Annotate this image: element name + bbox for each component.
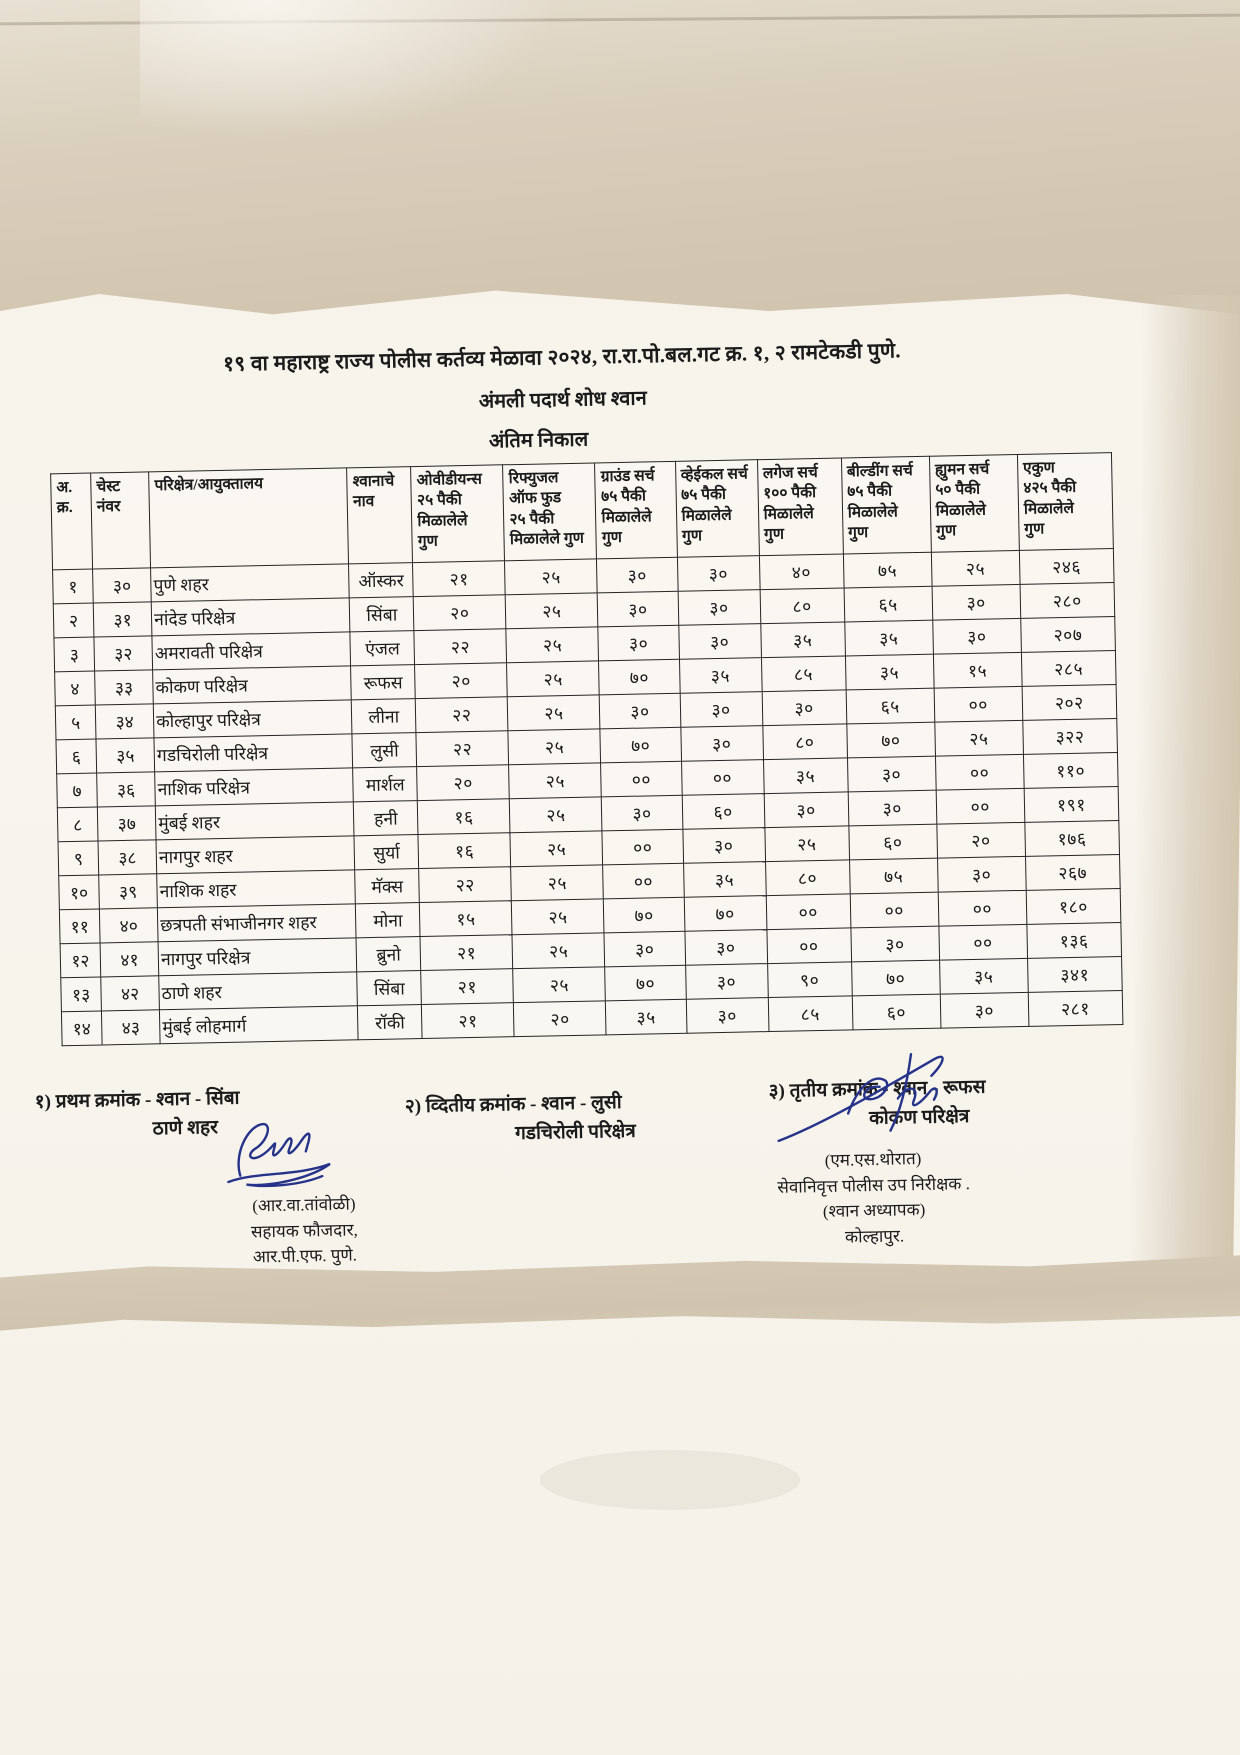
cell-chest-number: ४१ xyxy=(100,942,159,977)
cell-obedience-marks: २१ xyxy=(422,1003,515,1039)
cell-human-search-marks: ०० xyxy=(939,924,1028,960)
cell-building-search-marks: ६५ xyxy=(846,688,935,724)
cell-human-search-marks: ३० xyxy=(937,856,1026,892)
cell-food-refusal-marks: २५ xyxy=(506,627,599,663)
cell-ground-search-marks: ७० xyxy=(600,727,681,763)
cell-dog-name: ऑस्कर xyxy=(349,563,414,598)
cell-food-refusal-marks: २५ xyxy=(512,899,605,935)
cell-total-marks: २८० xyxy=(1020,583,1115,619)
column-header: बील्डींग सर्च ७५ पैकी मिळालेले गुण xyxy=(841,456,931,554)
third-place-unit: कोकण परिक्षेत्र xyxy=(868,1106,970,1130)
cell-sr-no: ३ xyxy=(54,637,95,672)
cell-building-search-marks: ६० xyxy=(852,994,941,1030)
cell-food-refusal-marks: २५ xyxy=(512,933,605,969)
cell-building-search-marks: ७५ xyxy=(843,552,932,588)
cell-range: नागपुर परिक्षेत्र xyxy=(158,938,357,976)
cell-vehicle-search-marks: ३० xyxy=(685,964,768,1000)
cell-ground-search-marks: ३५ xyxy=(606,999,687,1035)
cell-total-marks: ३२२ xyxy=(1023,719,1118,755)
column-header: लगेज सर्च १०० पैकी मिळालेले गुण xyxy=(757,458,843,556)
cell-human-search-marks: २० xyxy=(937,822,1026,858)
cell-obedience-marks: २० xyxy=(413,595,506,631)
cell-luggage-search-marks: ९० xyxy=(767,962,852,998)
column-header: एकुण ४२५ पैकी मिळालेले गुण xyxy=(1017,453,1113,551)
second-place-note xyxy=(405,1086,746,1152)
signatory-role: (श्वान अध्यापक) xyxy=(822,1199,926,1222)
column-header: ग्राउंड सर्च ७५ पैकी मिळालेले गुण xyxy=(595,461,677,559)
first-place-label: १) प्रथम क्रमांक - श्वान - सिंबा xyxy=(34,1087,240,1113)
column-header: रिफ्युजल ऑफ फुड २५ पैकी मिळालेले गुण xyxy=(503,463,597,561)
cell-human-search-marks: २५ xyxy=(931,550,1020,586)
section-title: अंतिम निकाल xyxy=(488,428,589,453)
cell-luggage-search-marks: ८० xyxy=(762,724,847,760)
cell-total-marks: २६७ xyxy=(1025,854,1120,890)
cell-human-search-marks: २५ xyxy=(935,720,1024,756)
handwritten-signature-icon xyxy=(761,1045,986,1149)
cell-luggage-search-marks: ८५ xyxy=(761,656,846,692)
cell-ground-search-marks: ३० xyxy=(600,693,681,729)
cell-total-marks: २०२ xyxy=(1022,685,1117,721)
cell-range: अमरावती परिक्षेत्र xyxy=(152,632,351,670)
cell-total-marks: २८५ xyxy=(1021,651,1116,687)
cell-chest-number: ४३ xyxy=(101,1010,160,1045)
cell-building-search-marks: ६० xyxy=(849,824,938,860)
cell-obedience-marks: १५ xyxy=(420,901,513,937)
column-header: व्हेईकल सर्च ७५ पैकी मिळालेले गुण xyxy=(675,460,759,558)
cell-dog-name: ब्रुनो xyxy=(356,937,421,972)
cell-obedience-marks: २० xyxy=(417,765,510,801)
column-header: अ. क्र. xyxy=(51,473,93,570)
cell-building-search-marks: ७० xyxy=(846,722,935,758)
cell-ground-search-marks: ०० xyxy=(603,863,684,899)
cell-chest-number: ३५ xyxy=(96,738,155,773)
cell-food-refusal-marks: २५ xyxy=(508,695,601,731)
cell-obedience-marks: २० xyxy=(415,663,508,699)
cell-obedience-marks: १६ xyxy=(418,833,511,869)
cell-luggage-search-marks: ३५ xyxy=(760,622,845,658)
cell-range: मुंबई शहर xyxy=(155,802,354,840)
cell-food-refusal-marks: २५ xyxy=(510,831,603,867)
cell-vehicle-search-marks: ६० xyxy=(682,794,765,830)
cell-sr-no: ६ xyxy=(56,739,97,774)
cell-range: नाशिक शहर xyxy=(157,870,356,908)
cell-human-search-marks: ३० xyxy=(932,618,1021,654)
cell-ground-search-marks: ७० xyxy=(605,965,686,1001)
page-subtitle: अंमली पदार्थ शोध श्वान xyxy=(478,387,647,413)
cell-obedience-marks: २२ xyxy=(416,731,509,767)
cell-chest-number: ३३ xyxy=(95,670,154,705)
cell-vehicle-search-marks: ३० xyxy=(678,624,761,660)
cell-vehicle-search-marks: ३० xyxy=(680,726,763,762)
cell-sr-no: ५ xyxy=(55,705,96,740)
cell-food-refusal-marks: २५ xyxy=(507,661,600,697)
cell-sr-no: १ xyxy=(53,569,94,604)
cell-human-search-marks: ३० xyxy=(940,992,1029,1028)
cell-dog-name: हनी xyxy=(354,801,419,836)
cell-human-search-marks: ०० xyxy=(935,754,1024,790)
cell-luggage-search-marks: २५ xyxy=(764,826,849,862)
cell-ground-search-marks: ०० xyxy=(602,829,683,865)
results-table xyxy=(50,452,1123,1046)
cell-dog-name: मॅक्स xyxy=(355,869,420,904)
cell-food-refusal-marks: २५ xyxy=(509,763,602,799)
cell-building-search-marks: ७० xyxy=(851,960,940,996)
cell-luggage-search-marks: ४० xyxy=(759,554,844,590)
signatory-designation: सहायक फौजदार, xyxy=(250,1219,358,1241)
signatory-place: कोल्हापुर. xyxy=(844,1225,905,1247)
cell-obedience-marks: २१ xyxy=(413,561,506,597)
cell-vehicle-search-marks: ३० xyxy=(677,556,760,592)
cell-dog-name: रूफस xyxy=(351,665,416,700)
cell-building-search-marks: ३५ xyxy=(844,620,933,656)
cell-range: कोल्हापुर परिक्षेत्र xyxy=(153,700,352,738)
cell-food-refusal-marks: २० xyxy=(514,1001,607,1037)
cell-vehicle-search-marks: ३५ xyxy=(679,658,762,694)
cell-sr-no: ८ xyxy=(57,807,98,842)
cell-building-search-marks: ३५ xyxy=(845,654,934,690)
cell-ground-search-marks: ३० xyxy=(602,795,683,831)
cell-building-search-marks: ३० xyxy=(851,926,940,962)
cell-sr-no: १३ xyxy=(61,977,102,1012)
cell-sr-no: १४ xyxy=(61,1011,102,1046)
cell-food-refusal-marks: २५ xyxy=(510,797,603,833)
cell-building-search-marks: ७५ xyxy=(849,858,938,894)
cell-vehicle-search-marks: ३० xyxy=(686,998,769,1034)
cell-vehicle-search-marks: ३० xyxy=(678,590,761,626)
signature-block-left xyxy=(187,1112,420,1271)
cell-obedience-marks: २१ xyxy=(420,935,513,971)
first-place-unit: ठाणे शहर xyxy=(152,1117,219,1140)
cell-sr-no: १० xyxy=(59,875,100,910)
cell-range: कोकण परिक्षेत्र xyxy=(153,666,352,704)
cell-ground-search-marks: ७० xyxy=(604,897,685,933)
cell-vehicle-search-marks: ३० xyxy=(680,692,763,728)
cell-obedience-marks: २२ xyxy=(419,867,512,903)
cell-range: नांदेड परिक्षेत्र xyxy=(151,598,350,636)
cell-total-marks: १७६ xyxy=(1025,821,1120,857)
cell-luggage-search-marks: ०० xyxy=(767,928,852,964)
cell-chest-number: ३२ xyxy=(94,636,153,671)
column-header: चेस्ट नंवर xyxy=(91,472,151,569)
cell-food-refusal-marks: २५ xyxy=(506,593,599,629)
cell-ground-search-marks: ३० xyxy=(598,591,679,627)
cell-dog-name: लीना xyxy=(351,699,416,734)
cell-food-refusal-marks: २५ xyxy=(508,729,601,765)
cell-luggage-search-marks: ८० xyxy=(760,588,845,624)
cell-luggage-search-marks: ८० xyxy=(765,860,850,896)
cell-sr-no: ४ xyxy=(55,671,96,706)
cell-total-marks: ११० xyxy=(1023,753,1118,789)
cell-dog-name: मोना xyxy=(356,903,421,938)
cell-range: नागपुर शहर xyxy=(156,836,355,874)
second-place-unit: गडचिरोली परिक्षेत्र xyxy=(514,1121,637,1145)
cell-sr-no: १२ xyxy=(60,943,101,978)
cell-sr-no: २ xyxy=(53,603,94,638)
cell-chest-number: ४० xyxy=(99,908,158,943)
cell-range: पुणे शहर xyxy=(151,564,350,602)
cell-vehicle-search-marks: ३० xyxy=(682,828,765,864)
cell-ground-search-marks: ०० xyxy=(601,761,682,797)
cell-building-search-marks: ०० xyxy=(850,892,939,928)
cell-food-refusal-marks: २५ xyxy=(511,865,604,901)
cell-chest-number: ३८ xyxy=(98,840,157,875)
cell-ground-search-marks: ३० xyxy=(604,931,685,967)
cell-total-marks: १९१ xyxy=(1024,787,1119,823)
cell-vehicle-search-marks: ३५ xyxy=(683,862,766,898)
cell-human-search-marks: ०० xyxy=(938,890,1027,926)
cell-luggage-search-marks: ३० xyxy=(764,792,849,828)
signature-block-right xyxy=(706,1044,1040,1253)
page-title: १९ वा महाराष्ट्र राज्य पोलीस कर्तव्य मेळावा २०२४, रा.रा.पो.बल.गट क्र. १, २ रामटेकडी पुणे. xyxy=(222,338,901,376)
cell-food-refusal-marks: २५ xyxy=(505,559,598,595)
cell-chest-number: ४२ xyxy=(101,976,160,1011)
cell-human-search-marks: ३० xyxy=(932,584,1021,620)
cell-dog-name: सिंबा xyxy=(357,971,422,1006)
cell-obedience-marks: २१ xyxy=(421,969,514,1005)
cell-food-refusal-marks: २५ xyxy=(513,967,606,1003)
cell-ground-search-marks: ७० xyxy=(599,659,680,695)
cell-dog-name: लुसी xyxy=(352,733,417,768)
cell-chest-number: ३९ xyxy=(99,874,158,909)
cell-luggage-search-marks: ३५ xyxy=(763,758,848,794)
cell-range: छत्रपती संभाजीनगर शहर xyxy=(157,904,356,942)
signatory-name: (एम.एस.थोरात) xyxy=(824,1149,922,1170)
cell-chest-number: ३७ xyxy=(97,806,156,841)
signatory-name: (आर.वा.तांवोळी) xyxy=(252,1194,356,1216)
cell-human-search-marks: १५ xyxy=(933,652,1022,688)
column-header: ओवीडीयन्स २५ पैकी मिळालेले गुण xyxy=(411,465,505,563)
cell-total-marks: १८० xyxy=(1026,888,1121,924)
cell-building-search-marks: ६५ xyxy=(844,586,933,622)
cell-total-marks: २०७ xyxy=(1021,617,1116,653)
cell-obedience-marks: २२ xyxy=(416,697,509,733)
cell-range: गडचिरोली परिक्षेत्र xyxy=(154,734,353,772)
signatory-unit: आर.पी.एफ. पुणे. xyxy=(252,1245,358,1267)
cell-dog-name: मार्शल xyxy=(353,767,418,802)
column-header: ह्युमन सर्च ५० पैकी मिळालेले गुण xyxy=(929,454,1019,552)
cell-dog-name: एंजल xyxy=(350,631,415,666)
results-table-body xyxy=(53,549,1123,1046)
column-header: परिक्षेत्र/आयुक्तालय xyxy=(149,468,349,568)
cell-sr-no: ११ xyxy=(59,909,100,944)
second-place-label: २) व्दितीय क्रमांक - श्वान - लुसी xyxy=(404,1092,622,1118)
cell-vehicle-search-marks: ३० xyxy=(684,930,767,966)
cell-sr-no: ९ xyxy=(58,841,99,876)
cell-chest-number: ३६ xyxy=(97,772,156,807)
cell-building-search-marks: ३० xyxy=(847,756,936,792)
cell-human-search-marks: ०० xyxy=(934,686,1023,722)
cell-total-marks: १३६ xyxy=(1027,922,1122,958)
cell-vehicle-search-marks: ०० xyxy=(681,760,764,796)
handwritten-signature-icon xyxy=(217,1113,389,1194)
cell-sr-no: ७ xyxy=(57,773,98,808)
cell-building-search-marks: ३० xyxy=(848,790,937,826)
cell-ground-search-marks: ३० xyxy=(598,625,679,661)
cell-dog-name: सुर्या xyxy=(354,835,419,870)
cell-total-marks: २४६ xyxy=(1019,549,1114,585)
cell-luggage-search-marks: ३० xyxy=(762,690,847,726)
signatory-designation: सेवानिवृत्त पोलीस उप निरीक्षक . xyxy=(777,1173,971,1197)
cell-luggage-search-marks: ०० xyxy=(766,894,851,930)
cell-vehicle-search-marks: ७० xyxy=(684,896,767,932)
cell-range: ठाणे शहर xyxy=(159,972,358,1010)
cell-range: नाशिक परिक्षेत्र xyxy=(155,768,354,806)
cell-chest-number: ३१ xyxy=(93,602,152,637)
cell-total-marks: २८१ xyxy=(1028,990,1123,1026)
cell-ground-search-marks: ३० xyxy=(597,557,678,593)
column-header: श्वानाचे नाव xyxy=(347,467,413,564)
cell-chest-number: ३० xyxy=(93,568,152,603)
cell-dog-name: रॉकी xyxy=(358,1005,423,1040)
cell-human-search-marks: ०० xyxy=(936,788,1025,824)
cell-total-marks: ३४१ xyxy=(1027,956,1122,992)
cell-obedience-marks: १६ xyxy=(418,799,511,835)
cell-human-search-marks: ३५ xyxy=(939,958,1028,994)
cell-range: मुंबई लोहमार्ग xyxy=(159,1006,358,1044)
cell-obedience-marks: २२ xyxy=(414,629,507,665)
third-place-label: ३) तृतीय क्रमांक - श्वान - रूफस xyxy=(768,1076,986,1103)
cell-luggage-search-marks: ८५ xyxy=(768,996,853,1032)
cell-chest-number: ३४ xyxy=(95,704,154,739)
cell-dog-name: सिंबा xyxy=(349,597,414,632)
